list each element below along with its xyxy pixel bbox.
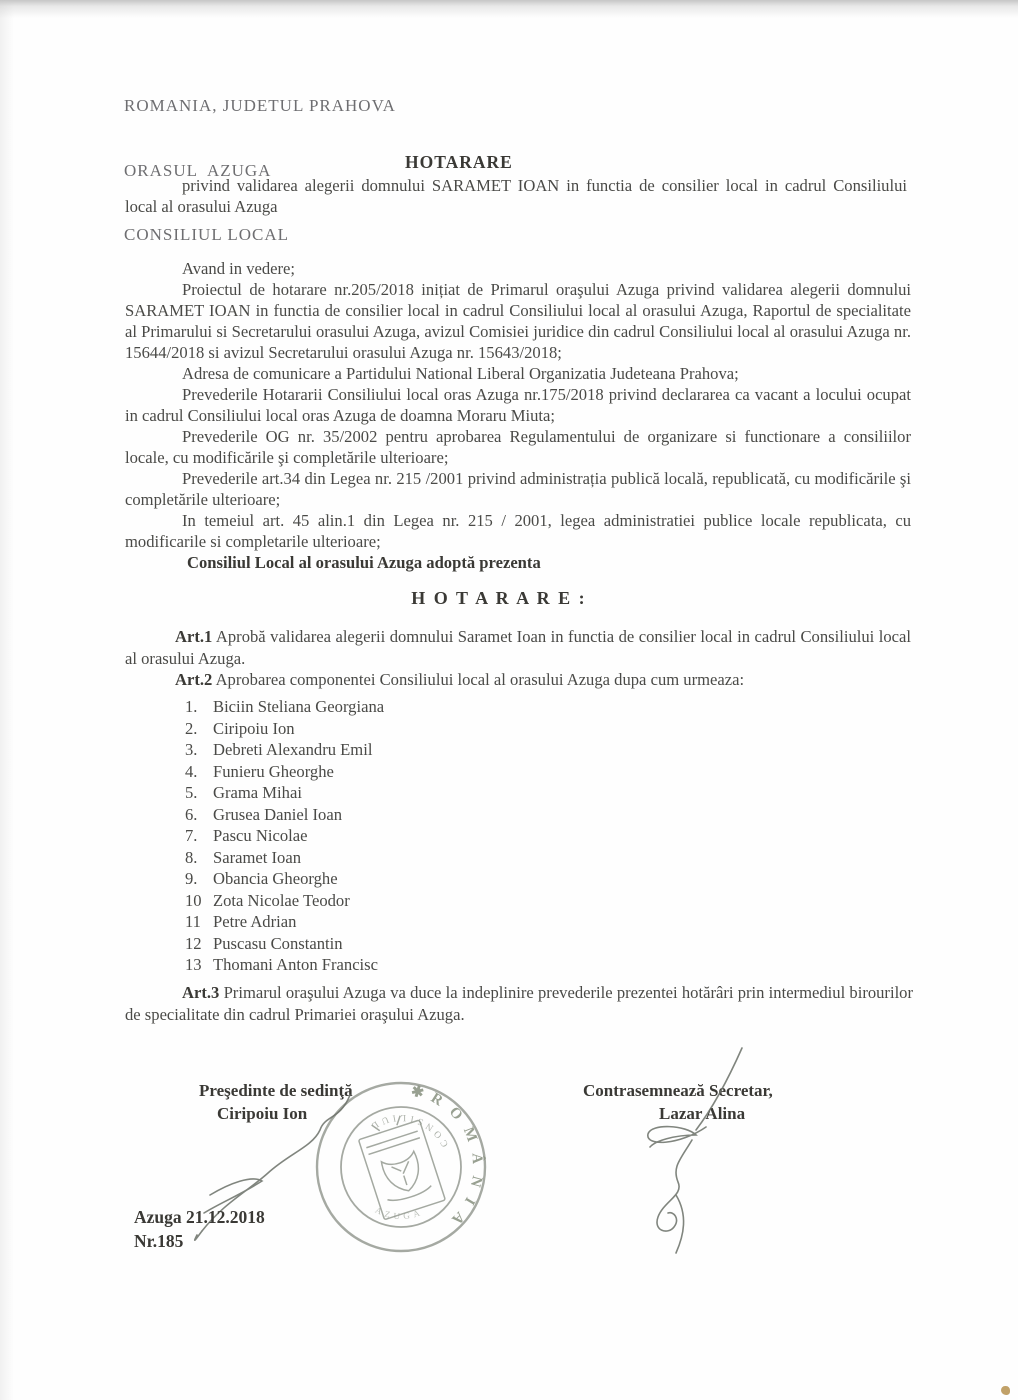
member-number: 2. xyxy=(185,718,198,738)
council-member-row xyxy=(185,739,384,761)
adoption-line: Consiliul Local al orasului Azuga adoptă prezenta xyxy=(187,553,541,572)
article-1-text: Aprobă validarea alegerii domnului Saramet Ioan in functia de consilier local in cadrul Consiliului local al orasului Azuga. xyxy=(125,627,911,668)
council-member-row xyxy=(185,696,384,718)
document-title: HOTARARE xyxy=(405,152,513,172)
president-role: Preşedinte de sedinţă xyxy=(199,1081,353,1100)
stamp-country-text: ✱ xyxy=(409,1083,436,1105)
council-member-row xyxy=(185,954,384,976)
member-number: 11 xyxy=(185,912,201,931)
member-number: 12 xyxy=(185,933,202,953)
issuer-header xyxy=(124,52,396,289)
footer-number: Nr.185 xyxy=(134,1230,184,1251)
member-number: 13 xyxy=(185,955,202,974)
member-number: 7. xyxy=(185,826,198,845)
member-name: Thomani Anton Francisc xyxy=(213,955,378,974)
preamble-item: Proiectul de hotarare nr.205/2018 inițiat de Primarul oraşului Azuga privind validarea alegerii domnului SARAMET IOAN in functia de consilier local in cadrul Consiliului local al orasului Azuga, Raportul de specialitate al Primarului si Secretarului orasului Azuga, avizul Comisiei juridice din cadrul Consiliului local al orasului Azuga nr. 15644/2018 si avizul Secretarului orasului Azuga nr. 15643/2018; xyxy=(125,280,911,362)
member-name: Grama Mihai xyxy=(213,783,302,802)
decision-heading: H O T A R A R E : xyxy=(411,588,587,608)
member-number: 5. xyxy=(185,783,198,802)
article-2-label: Art.2 xyxy=(175,670,213,689)
council-member-row xyxy=(185,782,384,804)
member-name: Biciin Steliana Georgiana xyxy=(213,697,385,716)
scan-artifact-left-edge xyxy=(0,0,14,1400)
member-number: 3. xyxy=(185,740,198,759)
council-member-row xyxy=(185,761,384,783)
member-name: Ciripoiu Ion xyxy=(213,718,295,738)
council-member-list xyxy=(185,696,384,976)
member-name: Pascu Nicolae xyxy=(213,826,308,845)
official-round-stamp xyxy=(306,1072,496,1262)
scan-artifact-speck xyxy=(1001,1386,1010,1395)
article-3-section xyxy=(125,982,913,1025)
svg-text:AZUGA xyxy=(374,1205,425,1221)
secretary-role: Contrasemnează Secretar, xyxy=(583,1081,773,1100)
council-member-row xyxy=(185,933,384,955)
preamble-intro: Avand in vedere; xyxy=(182,259,296,278)
member-name: Obancia Gheorghe xyxy=(213,869,338,888)
footer-place-date: Azuga 21.12.2018 xyxy=(134,1207,265,1227)
document-subtitle: privind validarea alegerii domnului SARAMET IOAN in functia de consilier local in cadrul Consiliului local al orasului Azuga xyxy=(125,176,907,216)
member-name: Petre Adrian xyxy=(213,912,297,931)
member-name: Zota Nicolae Teodor xyxy=(213,890,350,910)
article-3-label: Art.3 xyxy=(182,983,220,1002)
preamble-item: Prevederile art.34 din Legea nr. 215 /2001 privind administrația publică locală, republicată, cu modificările şi completările ulterioare; xyxy=(125,469,911,509)
preamble-item: Prevederile Hotararii Consiliului local oras Azuga nr.175/2018 privind declararea ca vacant a locului ocupat in cadrul Consiliului local oras Azuga de doamna Moraru Miuta; xyxy=(125,385,911,425)
issuer-city-line: ORASUL AZUGA xyxy=(124,160,272,180)
issuer-body-line: CONSILIUL LOCAL xyxy=(124,225,289,244)
member-name: Grusea Daniel Ioan xyxy=(213,804,343,824)
member-name: Funieru Gheorghe xyxy=(213,761,334,781)
secretary-name: Lazar Alina xyxy=(659,1104,746,1123)
article-3-text: Primarul oraşului Azuga va duce la indeplinire prevederile prezentei hotărâri prin intermediul birourilor de specialitate din cadrul Primariei oraşului Azuga. xyxy=(125,983,914,1024)
preamble-item: In temeiul art. 45 alin.1 din Legea nr. 215 / 2001, legea administratiei publice locale republicata, cu modificarile si completarile ulterioare; xyxy=(125,511,911,551)
article-2-text: Aprobarea componentei Consiliului local al orasului Azuga dupa cum urmeaza: xyxy=(215,670,745,689)
articles-1-2-section xyxy=(125,626,911,691)
member-number: 4. xyxy=(185,761,198,781)
article-1 xyxy=(125,626,911,669)
scan-artifact-top-edge xyxy=(0,0,1018,18)
article-1-label: Art.1 xyxy=(175,627,213,646)
member-name: Saramet Ioan xyxy=(213,847,302,867)
secretary-signature-block xyxy=(583,1079,773,1125)
svg-text:ROMÂNIA xyxy=(428,1090,486,1235)
issuer-country-line: ROMANIA, JUDETUL PRAHOVA xyxy=(124,96,396,115)
council-member-row xyxy=(185,890,384,912)
member-name: Puscasu Constantin xyxy=(213,933,343,953)
stamp-inner-top-text: CONSILIUL xyxy=(365,1111,451,1149)
stamp-inner-bottom-text: AZUGA xyxy=(373,1204,425,1222)
footer-block xyxy=(134,1206,265,1253)
member-number: 8. xyxy=(185,847,198,867)
council-member-row xyxy=(185,825,384,847)
council-member-row xyxy=(185,804,384,826)
preamble-section xyxy=(125,258,911,573)
council-member-row xyxy=(185,718,384,740)
member-number: 1. xyxy=(185,697,198,716)
member-number: 10 xyxy=(185,890,202,910)
stamp-inner-ring xyxy=(341,1107,461,1227)
council-member-row xyxy=(185,847,384,869)
article-2 xyxy=(125,669,911,691)
preamble-item: Prevederile OG nr. 35/2002 pentru aprobarea Regulamentului de organizare si functionare a consiliilor locale, cu modificările şi completările ulterioare; xyxy=(125,427,911,467)
preamble-item: Adresa de comunicare a Partidului National Liberal Organizatia Judeteana Prahova; xyxy=(182,364,739,383)
president-name: Ciripoiu Ion xyxy=(217,1104,308,1123)
member-name: Debreti Alexandru Emil xyxy=(213,740,373,759)
member-number: 6. xyxy=(185,804,198,824)
stamp-outer-text: ROMÂNIA xyxy=(427,1090,486,1235)
council-member-row xyxy=(185,868,384,890)
member-number: 9. xyxy=(185,869,198,888)
article-3 xyxy=(125,982,913,1025)
council-member-row xyxy=(185,911,384,933)
